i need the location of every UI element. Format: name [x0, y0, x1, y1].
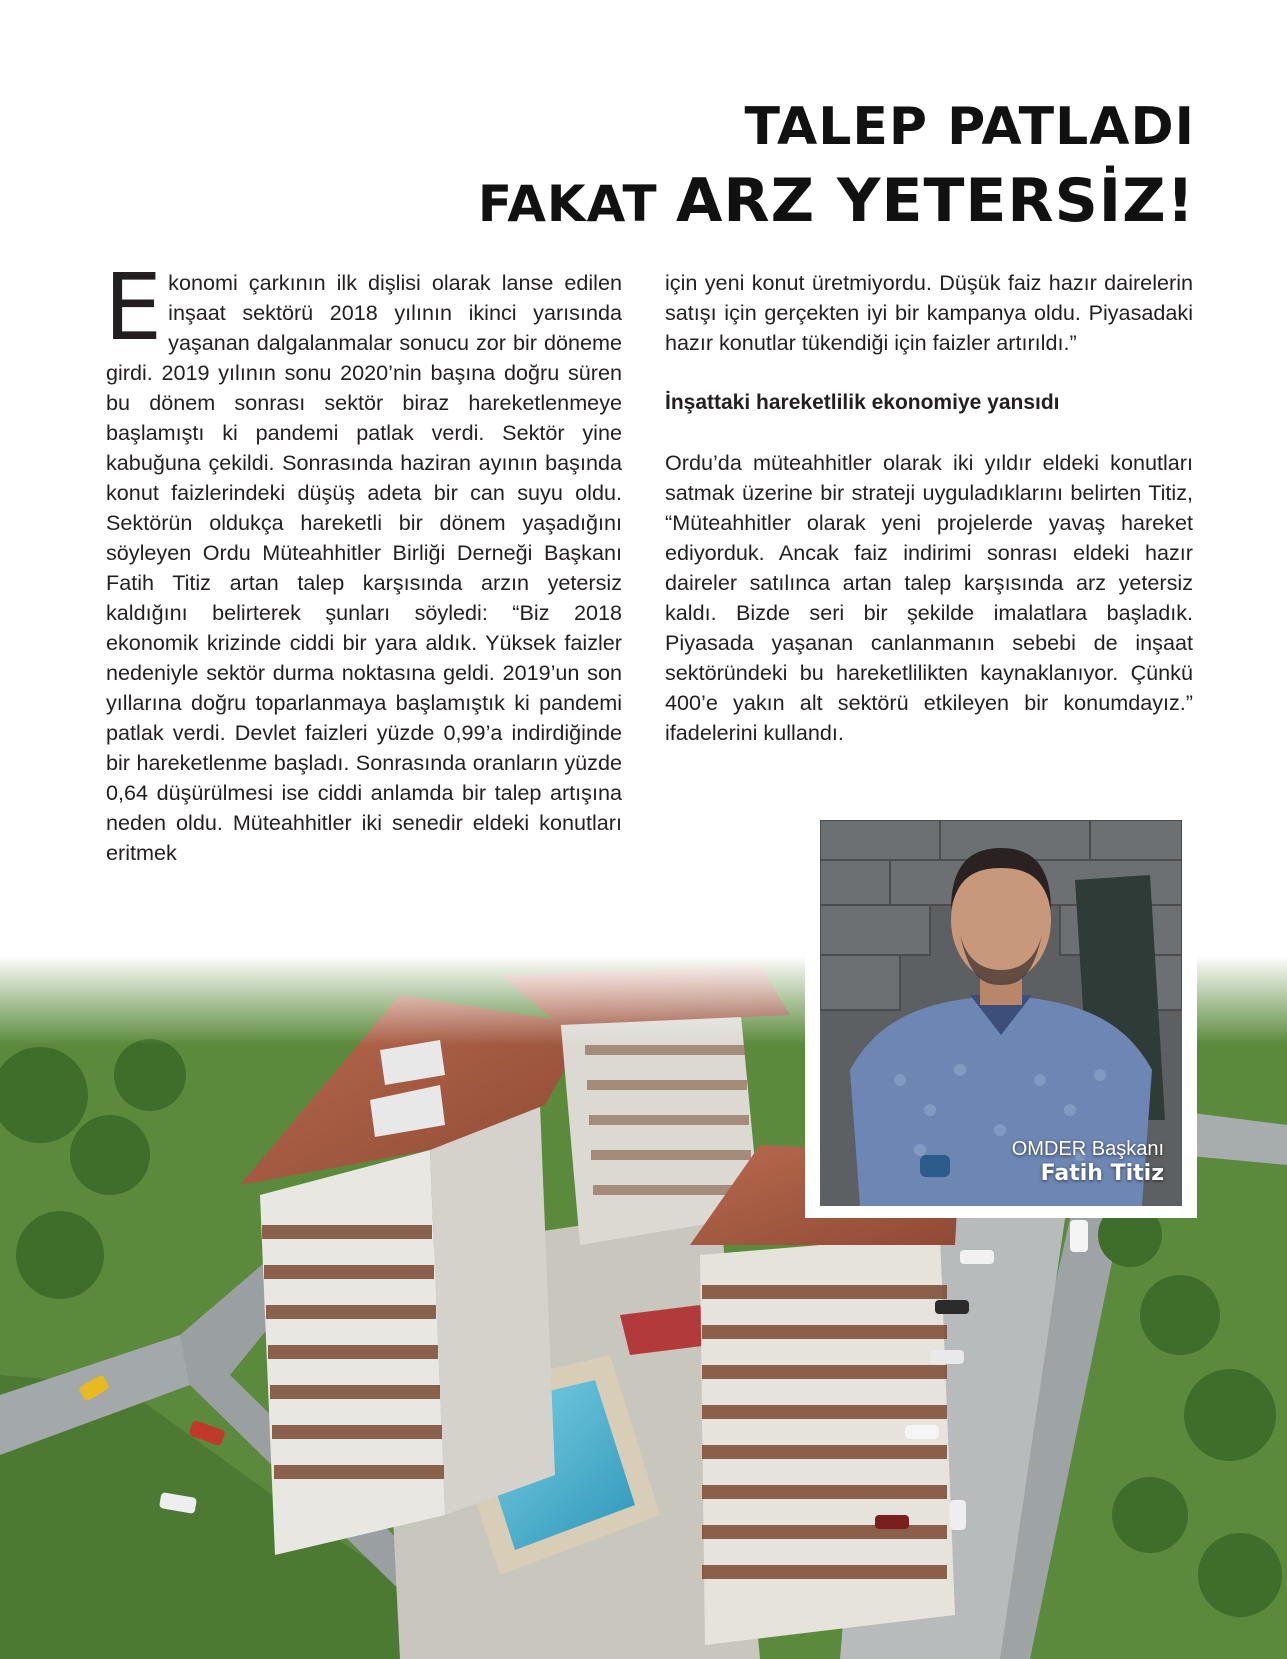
portrait-photo	[820, 820, 1182, 1206]
photo-caption	[1012, 1138, 1164, 1186]
article-intro-paragraph	[104, 254, 622, 868]
section-subheading: İnşattaki hareketlilik ekonomiye yansıdı	[665, 391, 1060, 414]
article-column-right	[665, 268, 1193, 748]
headline-line-1: TALEP PATLADI	[744, 97, 1195, 158]
portrait-frame	[805, 806, 1197, 1218]
wristwatch	[920, 1155, 950, 1177]
building-right	[690, 1145, 960, 1645]
headline-emphasis: ARZ YETERSİZ!	[676, 166, 1195, 237]
headline-prefix: FAKAT	[477, 175, 676, 234]
caption-name: Fatih Titiz	[1040, 1161, 1164, 1186]
section-paragraph: Ordu’da müteahhitler olarak iki yıldır eldeki konutları satmak üzerine bir strateji uyguladıklarını belirten Titiz, “Müteahhitler olarak yeni projelerde yavaş hareket ediyorduk. Ancak faiz indirimi sonrası eldeki hazır daireler satılınca artan talep karşısında arz yetersiz kaldı. Bizde seri bir şekilde imalatlara başladık. Piyasada yaşanan canlanmanın sebebi de inşaat sektöründeki bu hareketlilikten kaynaklanıyor. Çünkü 400’e yakın alt sektörü etkileyen bir konumdayız.” ifadelerini kullandı.	[665, 450, 1193, 745]
headline-line-2	[477, 166, 1195, 237]
intro-text: konomi çarkının ilk dişlisi olarak lanse edilen inşaat sektörü 2018 yılının ikinci yarısında yaşanan dalgalanmalar sonucu zor bir döneme girdi. 2019 yılının sonu 2020’nin başına doğru süren bu dönem sonrası sektör biraz hareketlenmeye başlamıştı ki pandemi patlak verdi. Sektör yine kabuğuna çekildi. Sonrasında haziran ayının başında konut faizlerindeki düşüş adeta bir can suyu oldu. Sektörün oldukça hareketli bir dönem yaşadığını söyleyen Ordu Müteahhitler Birliği Derneği Başkanı Fatih Titiz artan talep karşısında arzın yetersiz kaldığını belirterek şunları söyledi: “Biz 2018 ekonomik krizinde ciddi bir yara aldık. Yüksek faizler nedeniyle sektör durma noktasına geldi. 2019’un son yıllarına doğru toparlanmaya başlamıştık ki pandemi patlak verdi. Devlet faizleri yüzde 0,99’a indirdiğinde bir hareketlenme başladı. Sonrasında oranların yüzde 0,64 düşürülmesi ise ciddi anlamda bir talep artışına neden oldu. Müteahhitler iki senedir eldeki konutları eritmek	[106, 270, 622, 865]
quote-continuation: için yeni konut üretmiyordu. Düşük faiz hazır dairelerin satışı için gerçekten iyi bir kampanya oldu. Piyasadaki hazır konutlar tükendiği için faizler artırıldı.”	[665, 270, 1193, 355]
headline	[477, 97, 1195, 237]
drop-cap: E	[104, 254, 163, 361]
caption-role: OMDER Başkanı	[1011, 1138, 1164, 1160]
article-column-left	[104, 254, 622, 868]
